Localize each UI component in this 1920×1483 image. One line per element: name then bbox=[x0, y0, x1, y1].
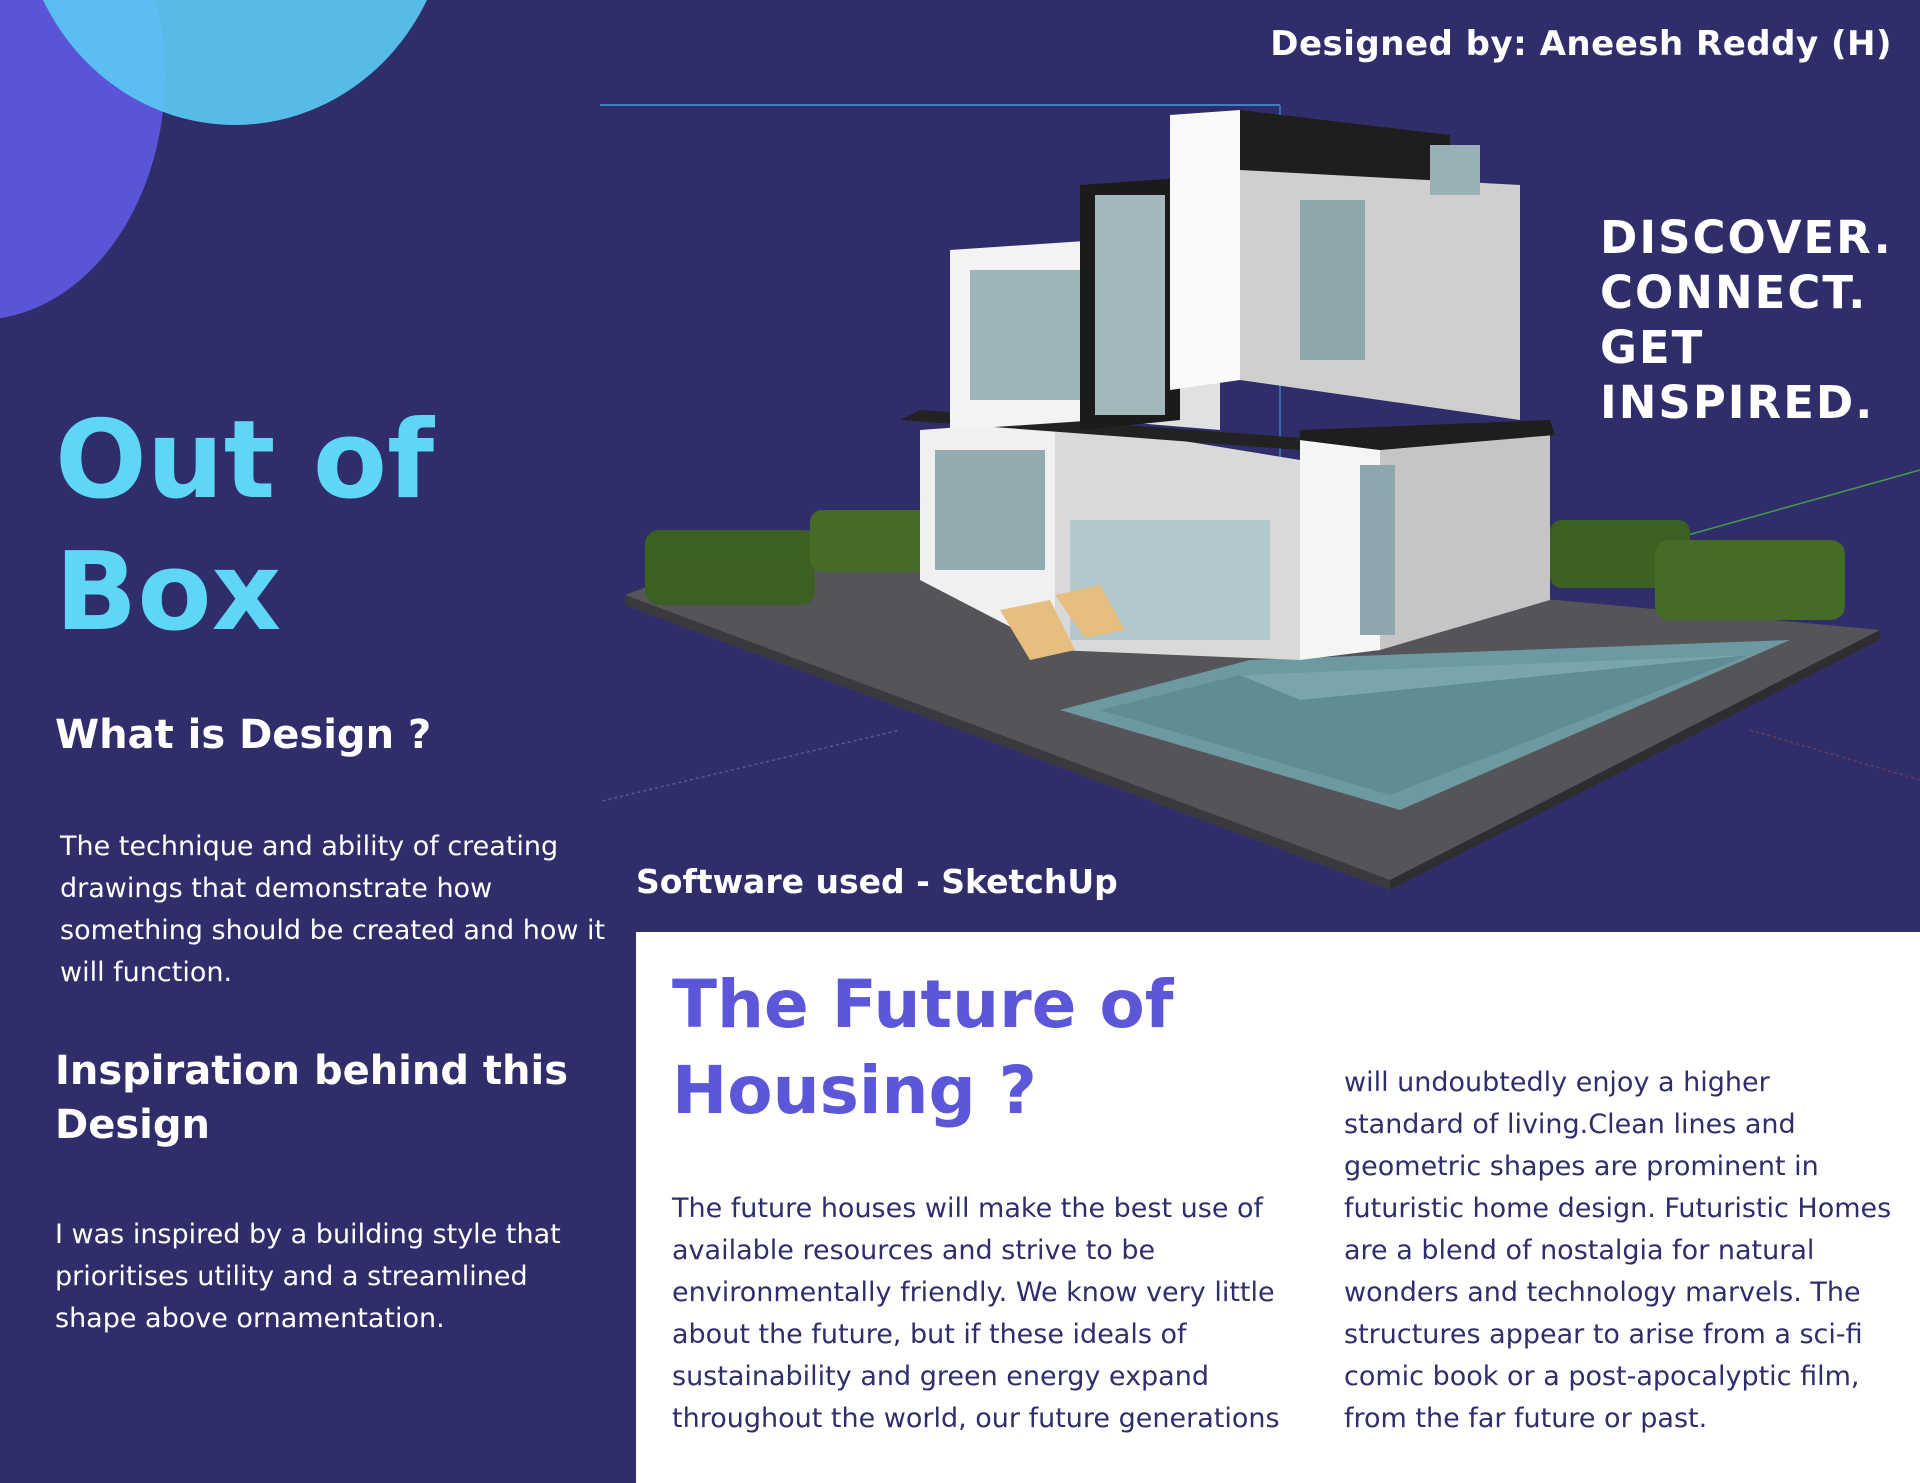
text-line: from the far future or past. bbox=[1344, 1403, 1708, 1434]
text-line: will function. bbox=[60, 957, 233, 988]
text-line: The technique and ability of creating bbox=[60, 831, 559, 862]
text-line: comic book or a post-apocalyptic film, bbox=[1344, 1361, 1860, 1392]
what-is-design-text bbox=[60, 826, 605, 994]
inspiration-text bbox=[55, 1214, 561, 1340]
title-line: Housing ? bbox=[672, 1052, 1037, 1129]
text-line: will undoubtedly enjoy a higher bbox=[1344, 1067, 1770, 1098]
future-text-column-1 bbox=[672, 1188, 1280, 1440]
text-line: structures appear to arise from a sci-fi bbox=[1344, 1319, 1863, 1350]
tagline-line: DISCOVER. bbox=[1600, 211, 1893, 264]
text-line: prioritises utility and a streamlined bbox=[55, 1261, 528, 1292]
text-line: available resources and strive to be bbox=[672, 1235, 1156, 1266]
heading-line: Design bbox=[55, 1102, 210, 1148]
text-line: standard of living.Clean lines and bbox=[1344, 1109, 1796, 1140]
text-line: geometric shapes are prominent in bbox=[1344, 1151, 1819, 1182]
page-title-line: Box bbox=[55, 530, 282, 655]
designer-credit: Designed by: Aneesh Reddy (H) bbox=[1270, 24, 1892, 64]
future-housing-title bbox=[672, 962, 1173, 1134]
text-line: futuristic home design. Futuristic Homes bbox=[1344, 1193, 1892, 1224]
text-line: wonders and technology marvels. The bbox=[1344, 1277, 1861, 1308]
text-line: about the future, but if these ideals of bbox=[672, 1319, 1187, 1350]
tagline-line: CONNECT. bbox=[1600, 266, 1868, 319]
text-line: I was inspired by a building style that bbox=[55, 1219, 561, 1250]
text-line: something should be created and how it bbox=[60, 915, 606, 946]
tagline-line: GET bbox=[1600, 321, 1705, 374]
future-text-column-2 bbox=[1344, 1062, 1891, 1440]
tagline bbox=[1600, 210, 1893, 430]
page-title-line: Out of bbox=[55, 398, 435, 523]
software-caption: Software used - SketchUp bbox=[636, 862, 1118, 901]
text-line: are a blend of nostalgia for natural bbox=[1344, 1235, 1815, 1266]
text-line: drawings that demonstrate how bbox=[60, 873, 493, 904]
text-line: throughout the world, our future generations bbox=[672, 1403, 1280, 1434]
text-line: The future houses will make the best use of bbox=[672, 1193, 1264, 1224]
text-line: shape above ornamentation. bbox=[55, 1303, 445, 1334]
text-line: sustainability and green energy expand bbox=[672, 1361, 1209, 1392]
text-line: environmentally friendly. We know very little bbox=[672, 1277, 1275, 1308]
what-is-design-heading: What is Design ? bbox=[55, 712, 432, 758]
inspiration-heading bbox=[55, 1044, 568, 1152]
heading-line: Inspiration behind this bbox=[55, 1048, 569, 1094]
tagline-line: INSPIRED. bbox=[1600, 376, 1875, 429]
title-line: The Future of bbox=[672, 966, 1174, 1043]
page-title bbox=[55, 395, 434, 659]
